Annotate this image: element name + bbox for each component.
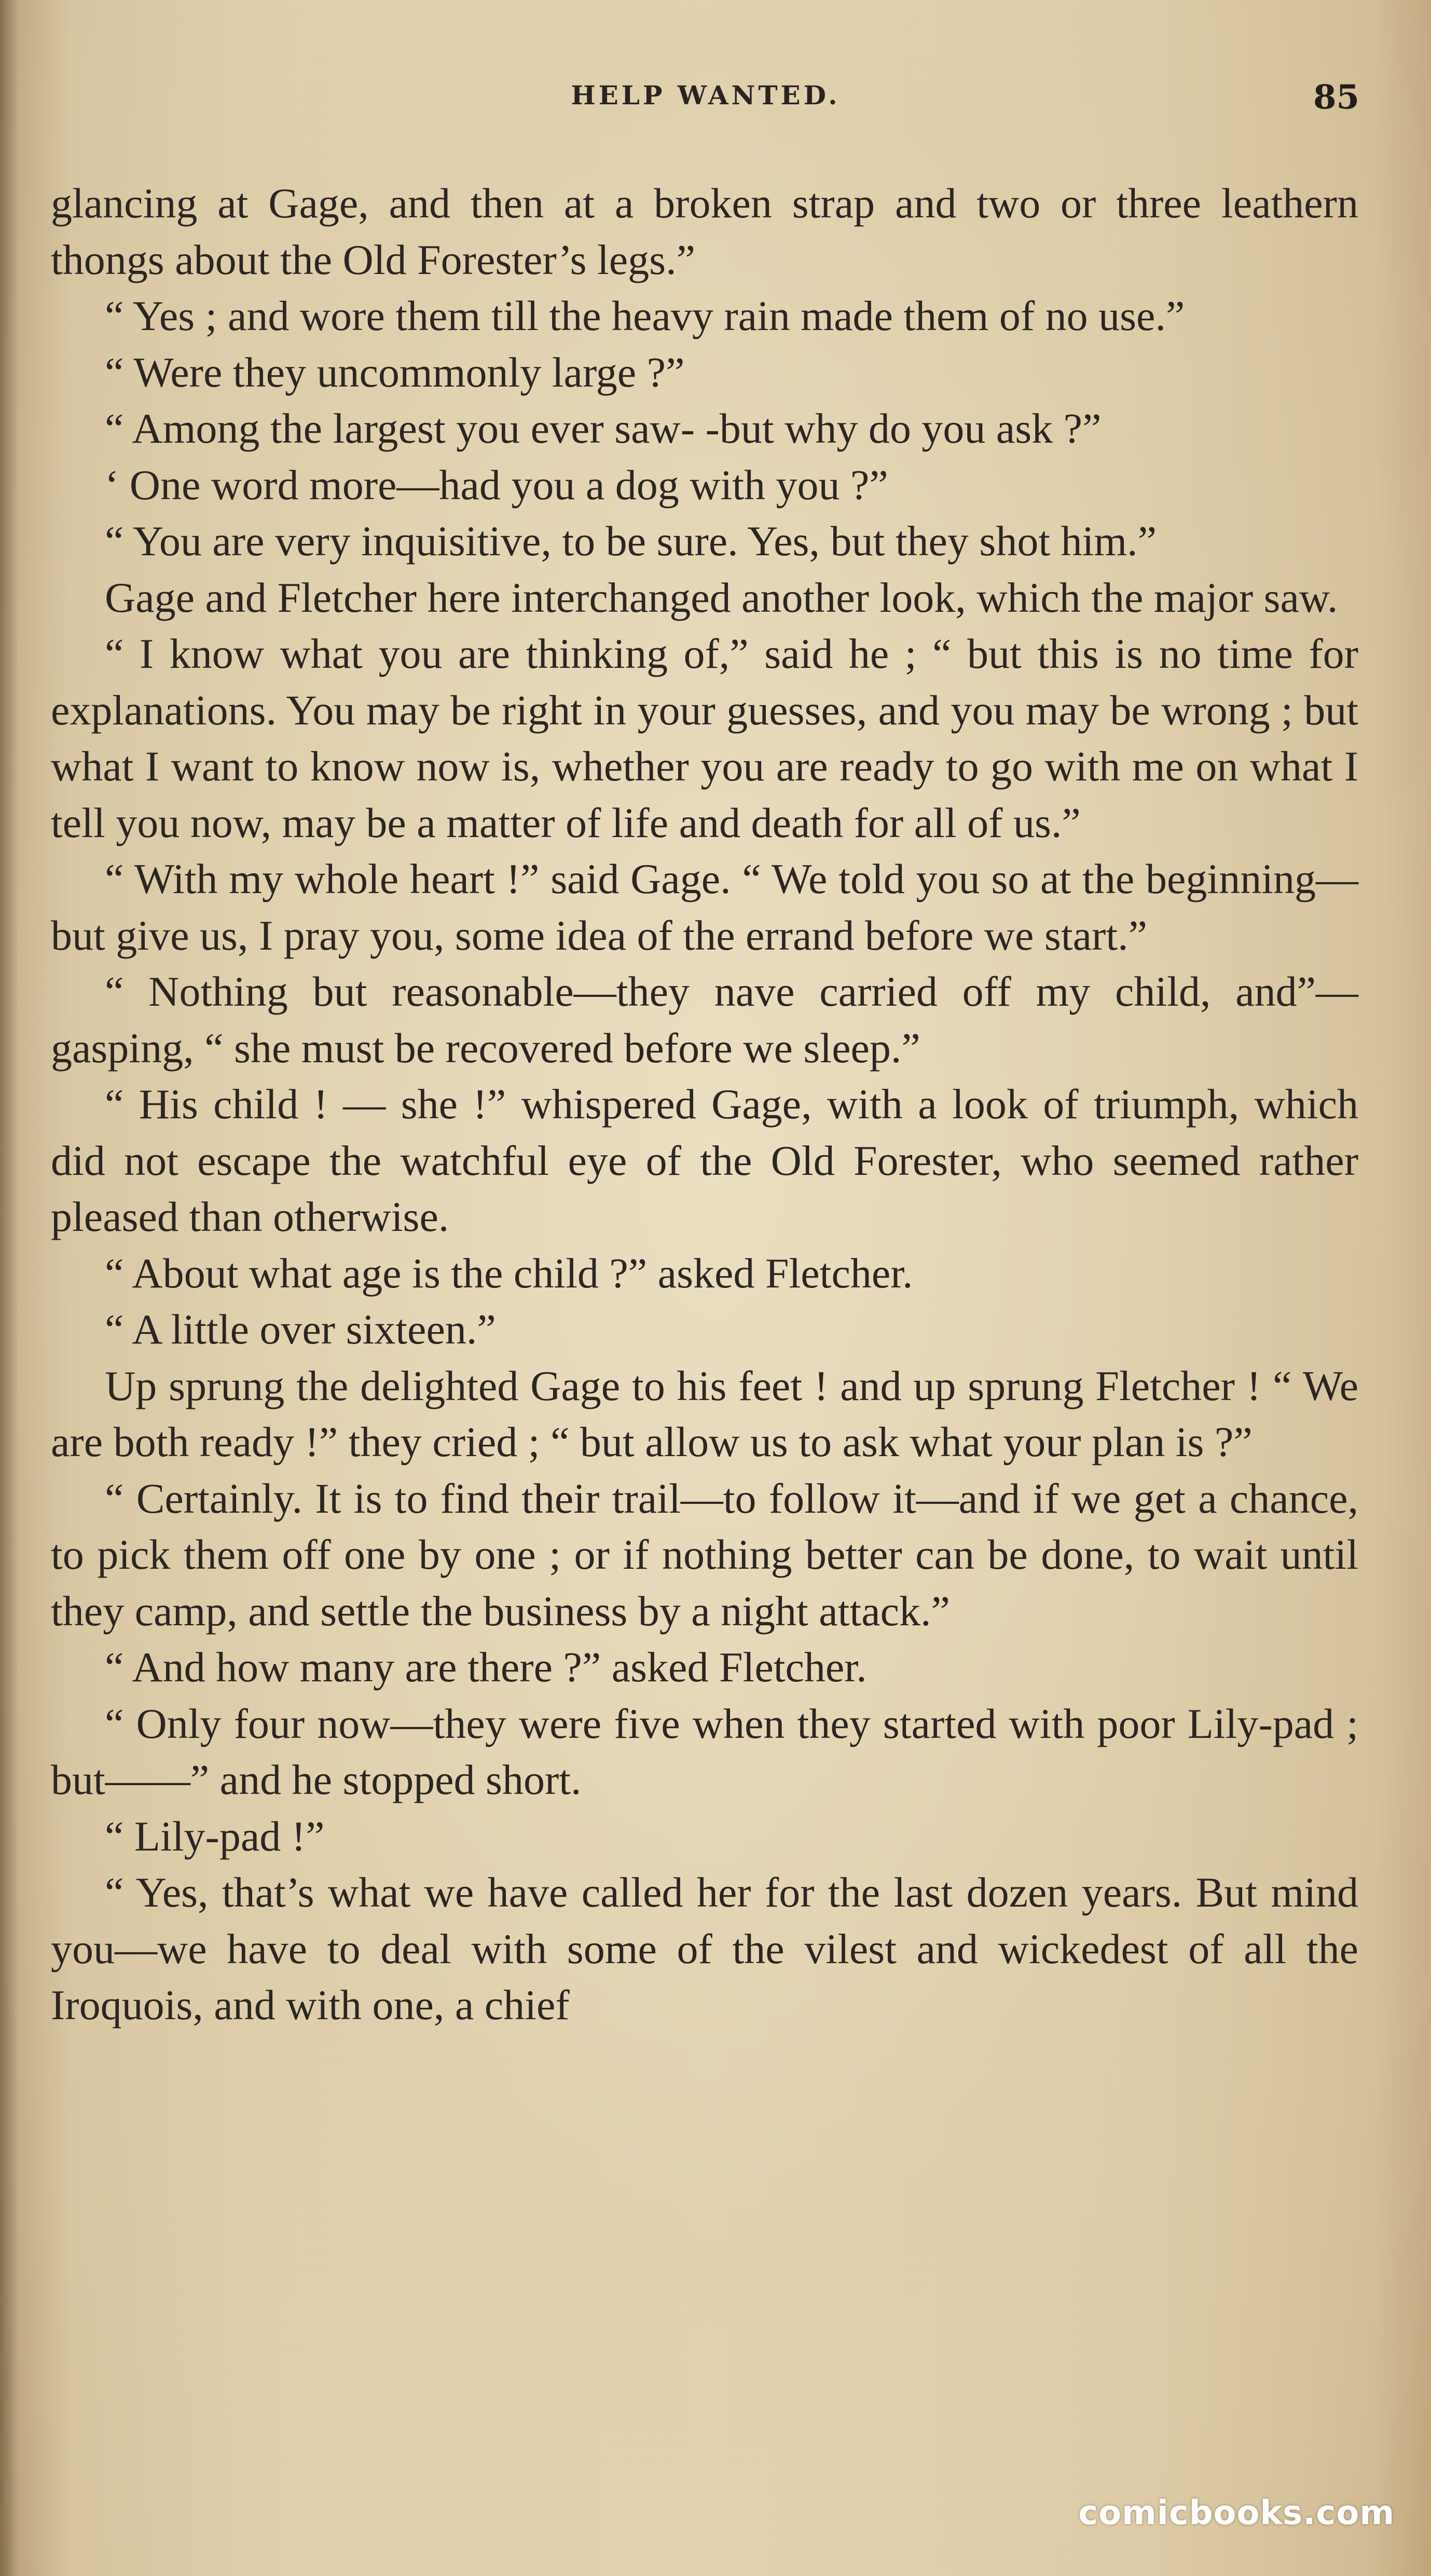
paragraph: Up sprung the delighted Gage to his feet ! and up sprung Fletcher ! “ We are both ready !” they cried ; “ but allow us to ask what your plan is ?” (51, 1362, 1358, 1465)
running-head: HELP WANTED. (571, 80, 841, 111)
body-text (51, 175, 1358, 2034)
paragraph: “ You are very inquisitive, to be sure. Yes, but they shot him.” (105, 517, 1157, 565)
page-header (52, 78, 1359, 119)
paragraph: “ Lily-pad !” (105, 1812, 325, 1860)
paragraph: “ Yes ; and wore them till the heavy rain made them of no use.” (105, 292, 1185, 339)
paragraph: “ Only four now—they were five when they started with poor Lily-pad ; but——” and he stopped short. (51, 1700, 1358, 1803)
paragraph: “ Certainly. It is to find their trail—to follow it—and if we get a chance, to pick them off one by one ; or if nothing better can be done, to wait until they camp, and settle the business by a night attack.” (51, 1474, 1358, 1635)
paragraph: “ I know what you are thinking of,” said he ; “ but this is no time for explanations. You may be right in your guesses, and you may be wrong ; but what I want to know now is, whether you are ready to go with me on what I tell you now, may be a matter of life and death for all of us.” (51, 630, 1358, 846)
paragraph: “ A little over sixteen.” (105, 1306, 496, 1353)
paragraph: Gage and Fletcher here interchanged another look, which the major saw. (105, 573, 1338, 621)
paragraph: ‘ One word more—had you a dog with you ?” (105, 461, 888, 509)
paragraph-continuation: glancing at Gage, and then at a broken strap and two or three leathern thongs about the Old Forester’s legs.” (51, 180, 1358, 283)
paragraph: “ With my whole heart !” said Gage. “ We told you so at the beginning—but give us, I pray you, some idea of the errand before we start.” (51, 855, 1358, 959)
paragraph: “ About what age is the child ?” asked Fletcher. (105, 1249, 913, 1297)
paragraph: “ His child ! — she !” whispered Gage, with a look of triumph, which did not escape the watchful eye of the Old Forester, who seemed rather pleased than otherwise. (51, 1080, 1358, 1240)
paragraph: “ Among the largest you ever saw- -but why do you ask ?” (105, 405, 1102, 452)
page-number: 85 (1313, 78, 1359, 117)
watermark: comicbooks.com (1078, 2494, 1395, 2532)
paragraph: “ Yes, that’s what we have called her for the last dozen years. But mind you—we have to deal with some of the vilest and wickedest of all the Iroquois, and with one, a chief (51, 1869, 1358, 2029)
paragraph: “ Were they uncommonly large ?” (105, 348, 685, 396)
paragraph: “ Nothing but reasonable—they nave carried off my child, and”—gasping, “ she must be recovered before we sleep.” (51, 968, 1358, 1072)
paragraph: “ And how many are there ?” asked Fletcher. (105, 1643, 867, 1691)
